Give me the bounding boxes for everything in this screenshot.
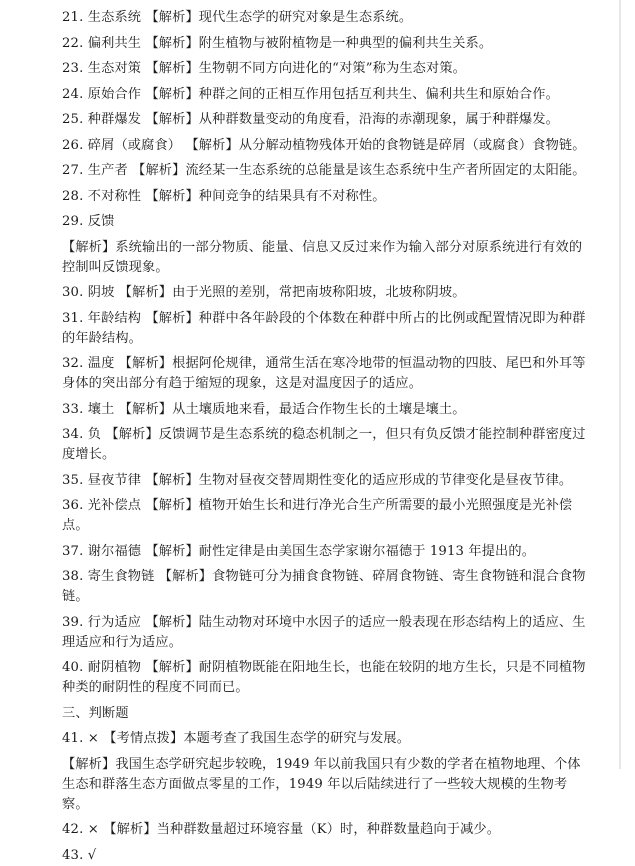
answer-30: 30. 阴坡 【解析】由于光照的差别，常把南坡称阳坡，北坡称阴坡。	[62, 285, 466, 300]
answer-41: 41. × 【考情点拨】本题考查了我国生态学的研究与发展。	[62, 731, 411, 746]
answer-36: 36. 光补偿点 【解析】植物开始生长和进行净光合生产所需要的最小光照强度是光补偿点。	[62, 498, 573, 533]
answer-32: 32. 温度 【解析】根据阿伦规律，通常生活在寒冷地带的恒温动物的四肢、尾巴和外耳等身体的突出部分有趋于缩短的现象，这是对温度因子的适应。	[62, 356, 586, 391]
answer-22: 22. 偏利共生 【解析】附生植物与被附植物是一种典型的偏利共生关系。	[62, 35, 493, 51]
answer-37: 37. 谢尔福德 【解析】耐性定律是由美国生态学家谢尔福德于 1913 年提出的。	[62, 543, 536, 559]
page-edge-divider	[619, 0, 621, 769]
answer-29: 29. 反馈	[62, 214, 115, 229]
answer-40: 40. 耐阴植物 【解析】耐阴植物既能在阳地生长，也能在较阴的地方生长，只是不同植物种类的耐阴性的程度不同而已。	[62, 660, 586, 695]
answer-38: 38. 寄生食物链 【解析】食物链可分为捕食食物链、碎屑食物链、寄生食物链和混合食物链。	[62, 569, 586, 604]
answer-43: 43. √	[62, 847, 97, 863]
answer-21: 21. 生态系统 【解析】现代生态学的研究对象是生态系统。	[62, 10, 413, 25]
answer-42: 42. × 【解析】当种群数量超过环境容量（K）时，种群数量趋向于减少。	[62, 822, 501, 837]
answer-29-explanation: 【解析】系统输出的一部分物质、能量、信息又反过来作为输入部分对原系统进行有效的控制叫反馈现象。	[62, 239, 583, 275]
answer-34: 34. 负 【解析】反馈调节是生态系统的稳态机制之一，但只有负反馈才能控制种群密度过度增长。	[62, 427, 586, 462]
answer-33: 33. 壤土 【解析】从土壤质地来看，最适合作物生长的土壤是壤土。	[62, 401, 466, 417]
answer-27: 27. 生产者 【解析】流经某一生态系统的总能量是该生态系统中生产者所固定的太阳能。	[62, 163, 586, 178]
answer-35: 35. 昼夜节律 【解析】生物对昼夜交替周期性变化的适应形成的节律变化是昼夜节律。	[62, 472, 573, 488]
answer-23: 23. 生态对策 【解析】生物朝不同方向进化的“对策”称为生态对策。	[62, 61, 466, 76]
section-heading-true-false: 三、判断题	[62, 705, 129, 721]
answer-24: 24. 原始合作 【解析】种群之间的正相互作用包括互利共生、偏利共生和原始合作。	[62, 86, 559, 102]
answer-28: 28. 不对称性 【解析】种间竞争的结果具有不对称性。	[62, 188, 386, 204]
answer-39: 39. 行为适应 【解析】陆生动物对环境中水因子的适应一般表现在形态结构上的适应、生理适应和行为适应。	[62, 614, 586, 650]
answer-25: 25. 种群爆发 【解析】从种群数量变动的角度看，沿海的赤潮现象，属于种群爆发。	[62, 112, 559, 127]
answer-31: 31. 年龄结构 【解析】种群中各年龄段的个体数在种群中所占的比例或配置情况即为种群的年龄结构。	[62, 310, 586, 346]
answer-26: 26. 碎屑（或腐食） 【解析】从分解动植物残体开始的食物链是碎屑（或腐食）食物链。	[62, 137, 586, 153]
answer-41-explanation: 【解析】我国生态学研究起步较晚，1949 年以前我国只有少数的学者在植物地理、个体生态和群落生态方面做点零星的工作，1949 年以后陆续进行了一些较大规模的生物考察。	[62, 756, 581, 812]
